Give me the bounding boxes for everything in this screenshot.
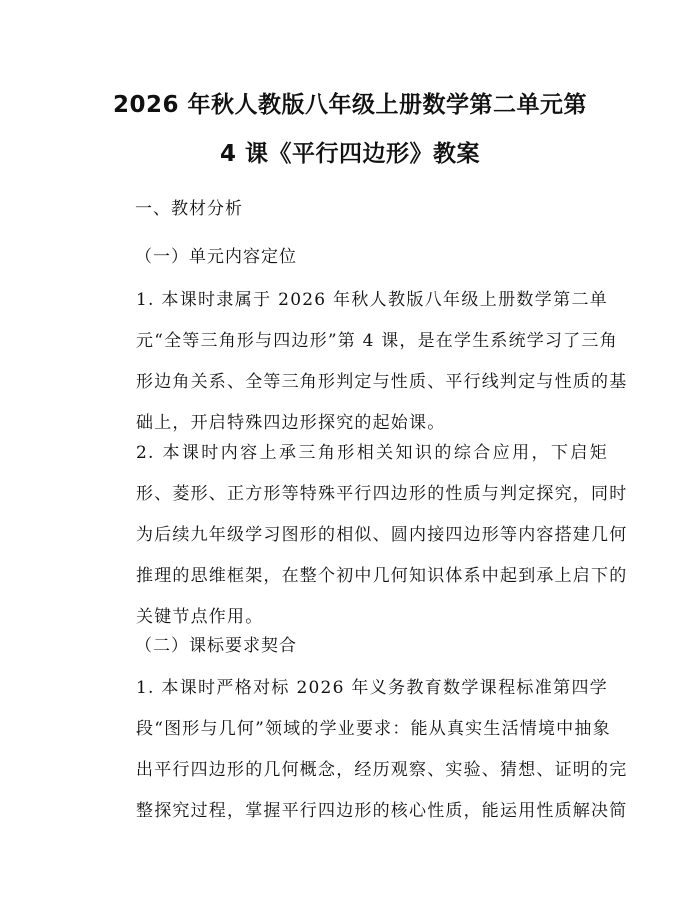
paragraph-line: 段“图形与几何”领域的学业要求：能从真实生活情境中抽象 — [136, 719, 611, 739]
subsection-heading-curriculum-standards: （二）课标要求契合 — [135, 636, 297, 656]
section-heading-textbook-analysis: 一、教材分析 — [135, 199, 243, 219]
paragraph-line: 形、菱形、正方形等特殊平行四边形的性质与判定探究，同时 — [136, 484, 628, 504]
paragraph-unit-positioning-1 — [92, 280, 628, 444]
document-title-line-2: 4 课《平行四边形》教案 — [219, 141, 480, 167]
paragraph-line: 1. 本课时隶属于 2026 年秋人教版八年级上册数学第二单 — [136, 290, 608, 310]
paragraph-curriculum-standards-1 — [92, 668, 628, 832]
paragraph-line: 元“全等三角形与四边形”第 4 课，是在学生系统学习了三角 — [136, 331, 618, 351]
paragraph-line: 2. 本课时内容上承三角形相关知识的综合应用，下启矩 — [136, 443, 608, 463]
paragraph-line: 础上，开启特殊四边形探究的起始课。 — [136, 413, 446, 433]
subsection-heading-unit-positioning: （一）单元内容定位 — [135, 247, 297, 267]
paragraph-line: 1. 本课时严格对标 2026 年义务教育数学课程标准第四学 — [136, 678, 608, 698]
paragraph-line: 出平行四边形的几何概念，经历观察、实验、猜想、证明的完 — [136, 760, 628, 780]
paragraph-line: 推理的思维框架，在整个初中几何知识体系中起到承上启下的 — [136, 566, 628, 586]
paragraph-line: 为后续九年级学习图形的相似、圆内接四边形等内容搭建几何 — [136, 525, 628, 545]
paragraph-line: 关键节点作用。 — [136, 607, 264, 627]
paragraph-unit-positioning-2 — [92, 433, 628, 638]
document-title-line-1: 2026 年秋人教版八年级上册数学第二单元第 — [112, 92, 588, 118]
paragraph-line: 形边角关系、全等三角形判定与性质、平行线判定与性质的基 — [136, 372, 628, 392]
paragraph-line: 整探究过程，掌握平行四边形的核心性质，能运用性质解决简 — [136, 801, 628, 821]
